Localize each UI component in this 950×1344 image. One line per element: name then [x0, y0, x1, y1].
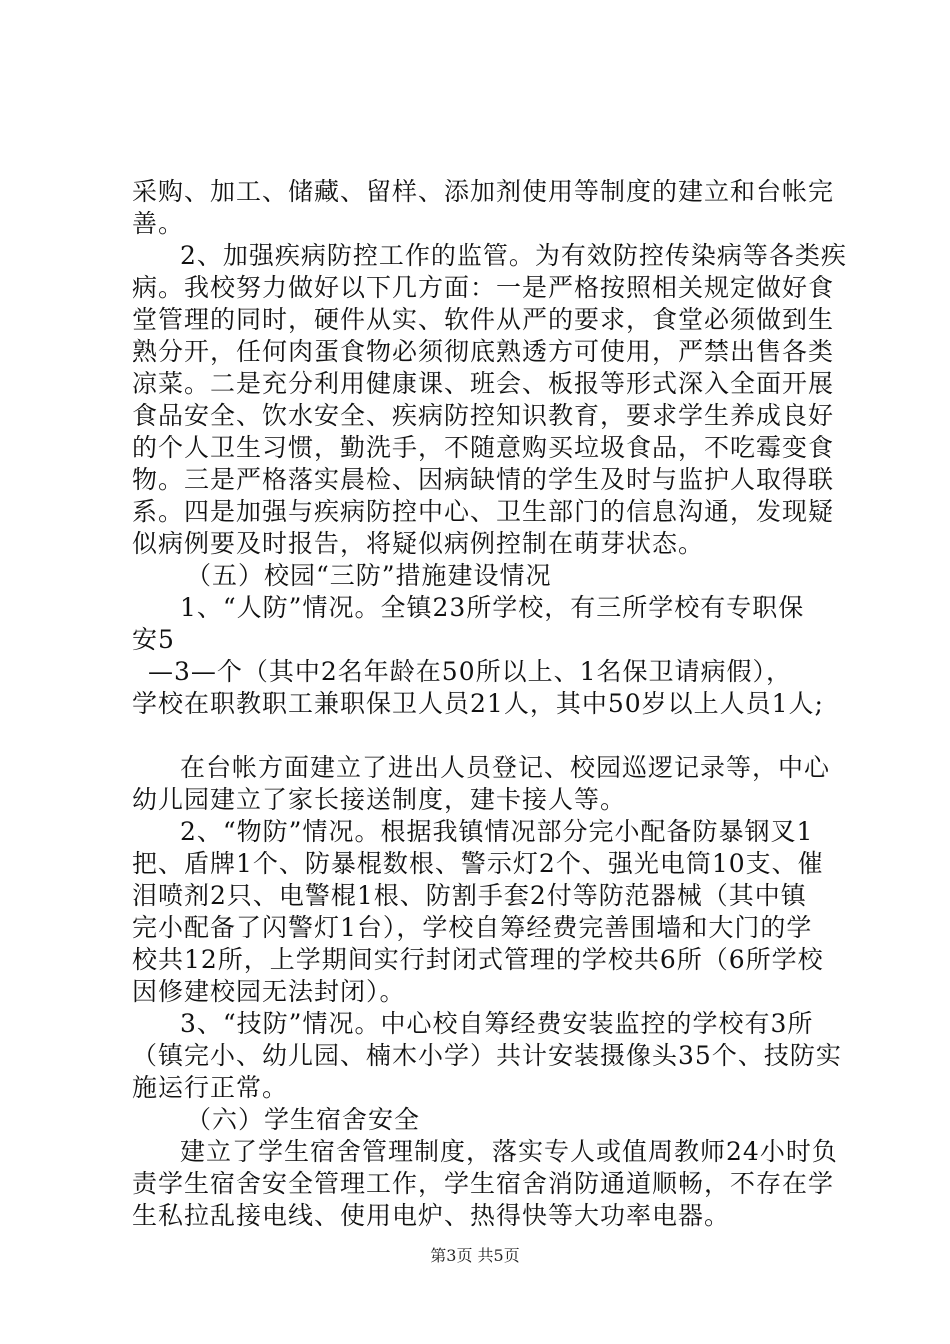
- text-line: 把、盾牌1个、防暴棍数根、警示灯2个、强光电筒10支、催: [132, 849, 824, 878]
- text-line: 完小配备了闪警灯1台），学校自筹经费完善围墙和大门的学: [132, 913, 813, 942]
- text-line: 善。: [132, 209, 185, 238]
- text-line: 生私拉乱接电线、使用电炉、热得快等大功率电器。: [132, 1201, 731, 1230]
- text-line: 安5: [132, 625, 175, 654]
- text-line: 在台帐方面建立了进出人员登记、校园巡逻记录等，中心: [180, 753, 831, 782]
- text-line: 熟分开，任何肉蛋食物必须彻底熟透方可使用，严禁出售各类: [132, 337, 835, 366]
- text-line: 施运行正常。: [132, 1073, 289, 1102]
- text-line: 的个人卫生习惯，勤洗手，不随意购买垃圾食品，不吃霉变食: [132, 433, 835, 462]
- text-line: 2、“物防”情况。根据我镇情况部分完小配备防暴钢叉1: [180, 817, 814, 846]
- text-line: 2、加强疾病防控工作的监管。为有效防控传染病等各类疾: [180, 241, 847, 270]
- text-line: 1、“人防”情况。全镇23所学校，有三所学校有专职保: [180, 593, 805, 622]
- section-heading: （五）校园“三防”措施建设情况: [186, 561, 552, 590]
- text-line: 凉菜。二是充分利用健康课、班会、板报等形式深入全面开展: [132, 369, 835, 398]
- text-line: 学校在职教职工兼职保卫人员21人，其中50岁以上人员1人;: [132, 689, 824, 718]
- text-line: 建立了学生宿舍管理制度，落实专人或值周教师24小时负: [180, 1137, 838, 1166]
- text-line: —3—个（其中2名年龄在50所以上、1名保卫请病假），: [148, 657, 793, 686]
- text-line: 因修建校园无法封闭）。: [132, 977, 406, 1006]
- text-line: 责学生宿舍安全管理工作，学生宿舍消防通道顺畅，不存在学: [132, 1169, 835, 1198]
- text-line: 食品安全、饮水安全、疾病防控知识教育，要求学生养成良好: [132, 401, 835, 430]
- text-line: 校共12所，上学期间实行封闭式管理的学校共6所（6所学校: [132, 945, 824, 974]
- text-line: 堂管理的同时，硬件从实、软件从严的要求，食堂必须做到生: [132, 305, 835, 334]
- page-footer: [0, 1246, 950, 1266]
- page-number: 第3页 共5页: [430, 1246, 520, 1265]
- text-line: 3、“技防”情况。中心校自筹经费安装监控的学校有3所: [180, 1009, 814, 1038]
- text-line: 系。四是加强与疾病防控中心、卫生部门的信息沟通，发现疑: [132, 497, 835, 526]
- text-line: 似病例要及时报告，将疑似病例控制在萌芽状态。: [132, 529, 705, 558]
- text-line: 采购、加工、储藏、留样、添加剂使用等制度的建立和台帐完: [132, 177, 835, 206]
- text-line: 幼儿园建立了家长接送制度，建卡接人等。: [132, 785, 627, 814]
- text-line: 物。三是严格落实晨检、因病缺情的学生及时与监护人取得联: [132, 465, 835, 494]
- section-heading: （六）学生宿舍安全: [186, 1105, 421, 1134]
- text-line: （镇完小、幼儿园、楠木小学）共计安装摄像头35个、技防实: [132, 1041, 842, 1070]
- text-line: 泪喷剂2只、电警棍1根、防割手套2付等防范器械（其中镇: [132, 881, 807, 910]
- text-line: 病。我校努力做好以下几方面：一是严格按照相关规定做好食: [132, 273, 835, 302]
